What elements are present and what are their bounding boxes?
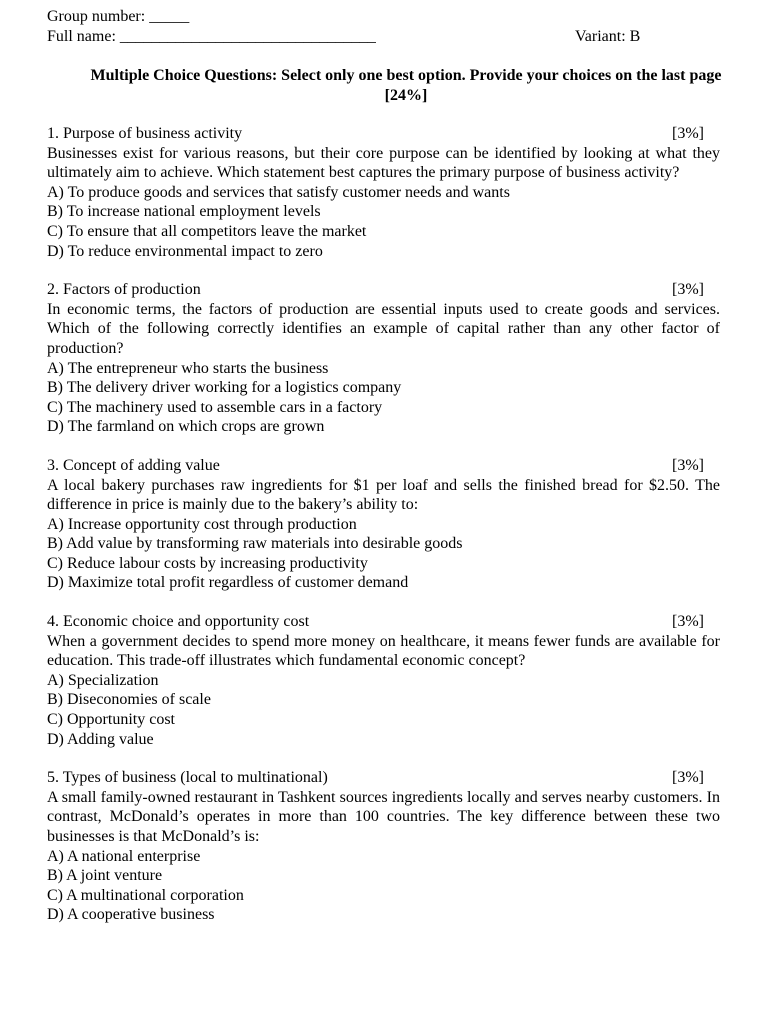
answer-option: B) To increase national employment levels [47,203,321,221]
group-number-label: Group number: _____ [47,8,190,25]
question-header [47,768,720,788]
answer-option: D) To reduce environmental impact to zero [47,242,323,260]
answer-option: D) Maximize total profit regardless of customer demand [47,574,409,592]
answer-options [47,359,720,437]
answer-option: B) Diseconomies of scale [47,691,211,709]
question-block [47,280,720,437]
answer-option: C) The machinery used to assemble cars in a factory [47,398,383,416]
question-weight: [3%] [672,281,704,299]
answer-options [47,515,720,593]
answer-option: D) Adding value [47,730,154,748]
question-header [47,124,720,144]
instructions-heading: Multiple Choice Questions: Select only one best option. Provide your choices on the last page [24%] [90,67,722,104]
answer-option: C) To ensure that all competitors leave the market [47,222,367,240]
answer-options [47,671,720,749]
answer-option: B) Add value by transforming raw materials into desirable goods [47,535,463,553]
answer-option: A) Increase opportunity cost through production [47,515,357,533]
question-header [47,456,720,476]
question-title: 4. Economic choice and opportunity cost [47,613,310,631]
question-text: A small family-owned restaurant in Tashkent sources ingredients locally and serves nearby customers. In contrast, McDonald’s operates in more than 100 countries. The key difference between these two businesses is that McDonald’s is: [47,788,720,845]
question-block [47,612,720,749]
question-weight: [3%] [672,613,704,631]
answer-option: D) The farmland on which crops are grown [47,418,325,436]
answer-options [47,847,720,925]
question-title: 2. Factors of production [47,281,201,299]
question-block [47,768,720,925]
answer-option: C) Reduce labour costs by increasing productivity [47,554,368,572]
question-weight: [3%] [672,125,704,142]
question-block [47,124,720,261]
answer-option: A) Specialization [47,671,159,689]
question-weight: [3%] [672,769,704,787]
question-text: A local bakery purchases raw ingredients for $1 per loaf and sells the finished bread for $2.50. The difference in price is mainly due to the bakery’s ability to: [47,476,720,514]
question-weight: [3%] [672,456,704,474]
question-title: 3. Concept of adding value [47,456,220,474]
answer-option: C) A multinational corporation [47,886,244,904]
answer-option: A) A national enterprise [47,847,201,865]
answer-option: C) Opportunity cost [47,711,175,729]
answer-option: B) A joint venture [47,867,163,885]
question-text: In economic terms, the factors of production are essential inputs used to create goods and services. Which of the following correctly identifies an example of capital rather than any other factor of production? [47,300,720,357]
answer-options [47,183,720,261]
variant-label: Variant: B [575,28,641,45]
question-block [47,456,720,593]
question-header [47,612,720,632]
answer-option: A) To produce goods and services that satisfy customer needs and wants [47,183,510,201]
full-name-label: Full name: ________________________________ [47,28,376,45]
question-text: When a government decides to spend more money on healthcare, it means fewer funds are available for education. This trade-off illustrates which fundamental economic concept? [47,632,720,670]
answer-option: A) The entrepreneur who starts the business [47,359,329,377]
answer-option: D) A cooperative business [47,906,215,924]
question-title: 5. Types of business (local to multinational) [47,769,328,787]
answer-option: B) The delivery driver working for a logistics company [47,379,402,397]
question-header [47,280,720,300]
question-text: Businesses exist for various reasons, but their core purpose can be identified by looking at what they ultimately aim to achieve. Which statement best captures the primary purpose of business activity? [47,144,720,182]
question-list [47,124,720,944]
question-title: 1. Purpose of business activity [47,125,243,142]
